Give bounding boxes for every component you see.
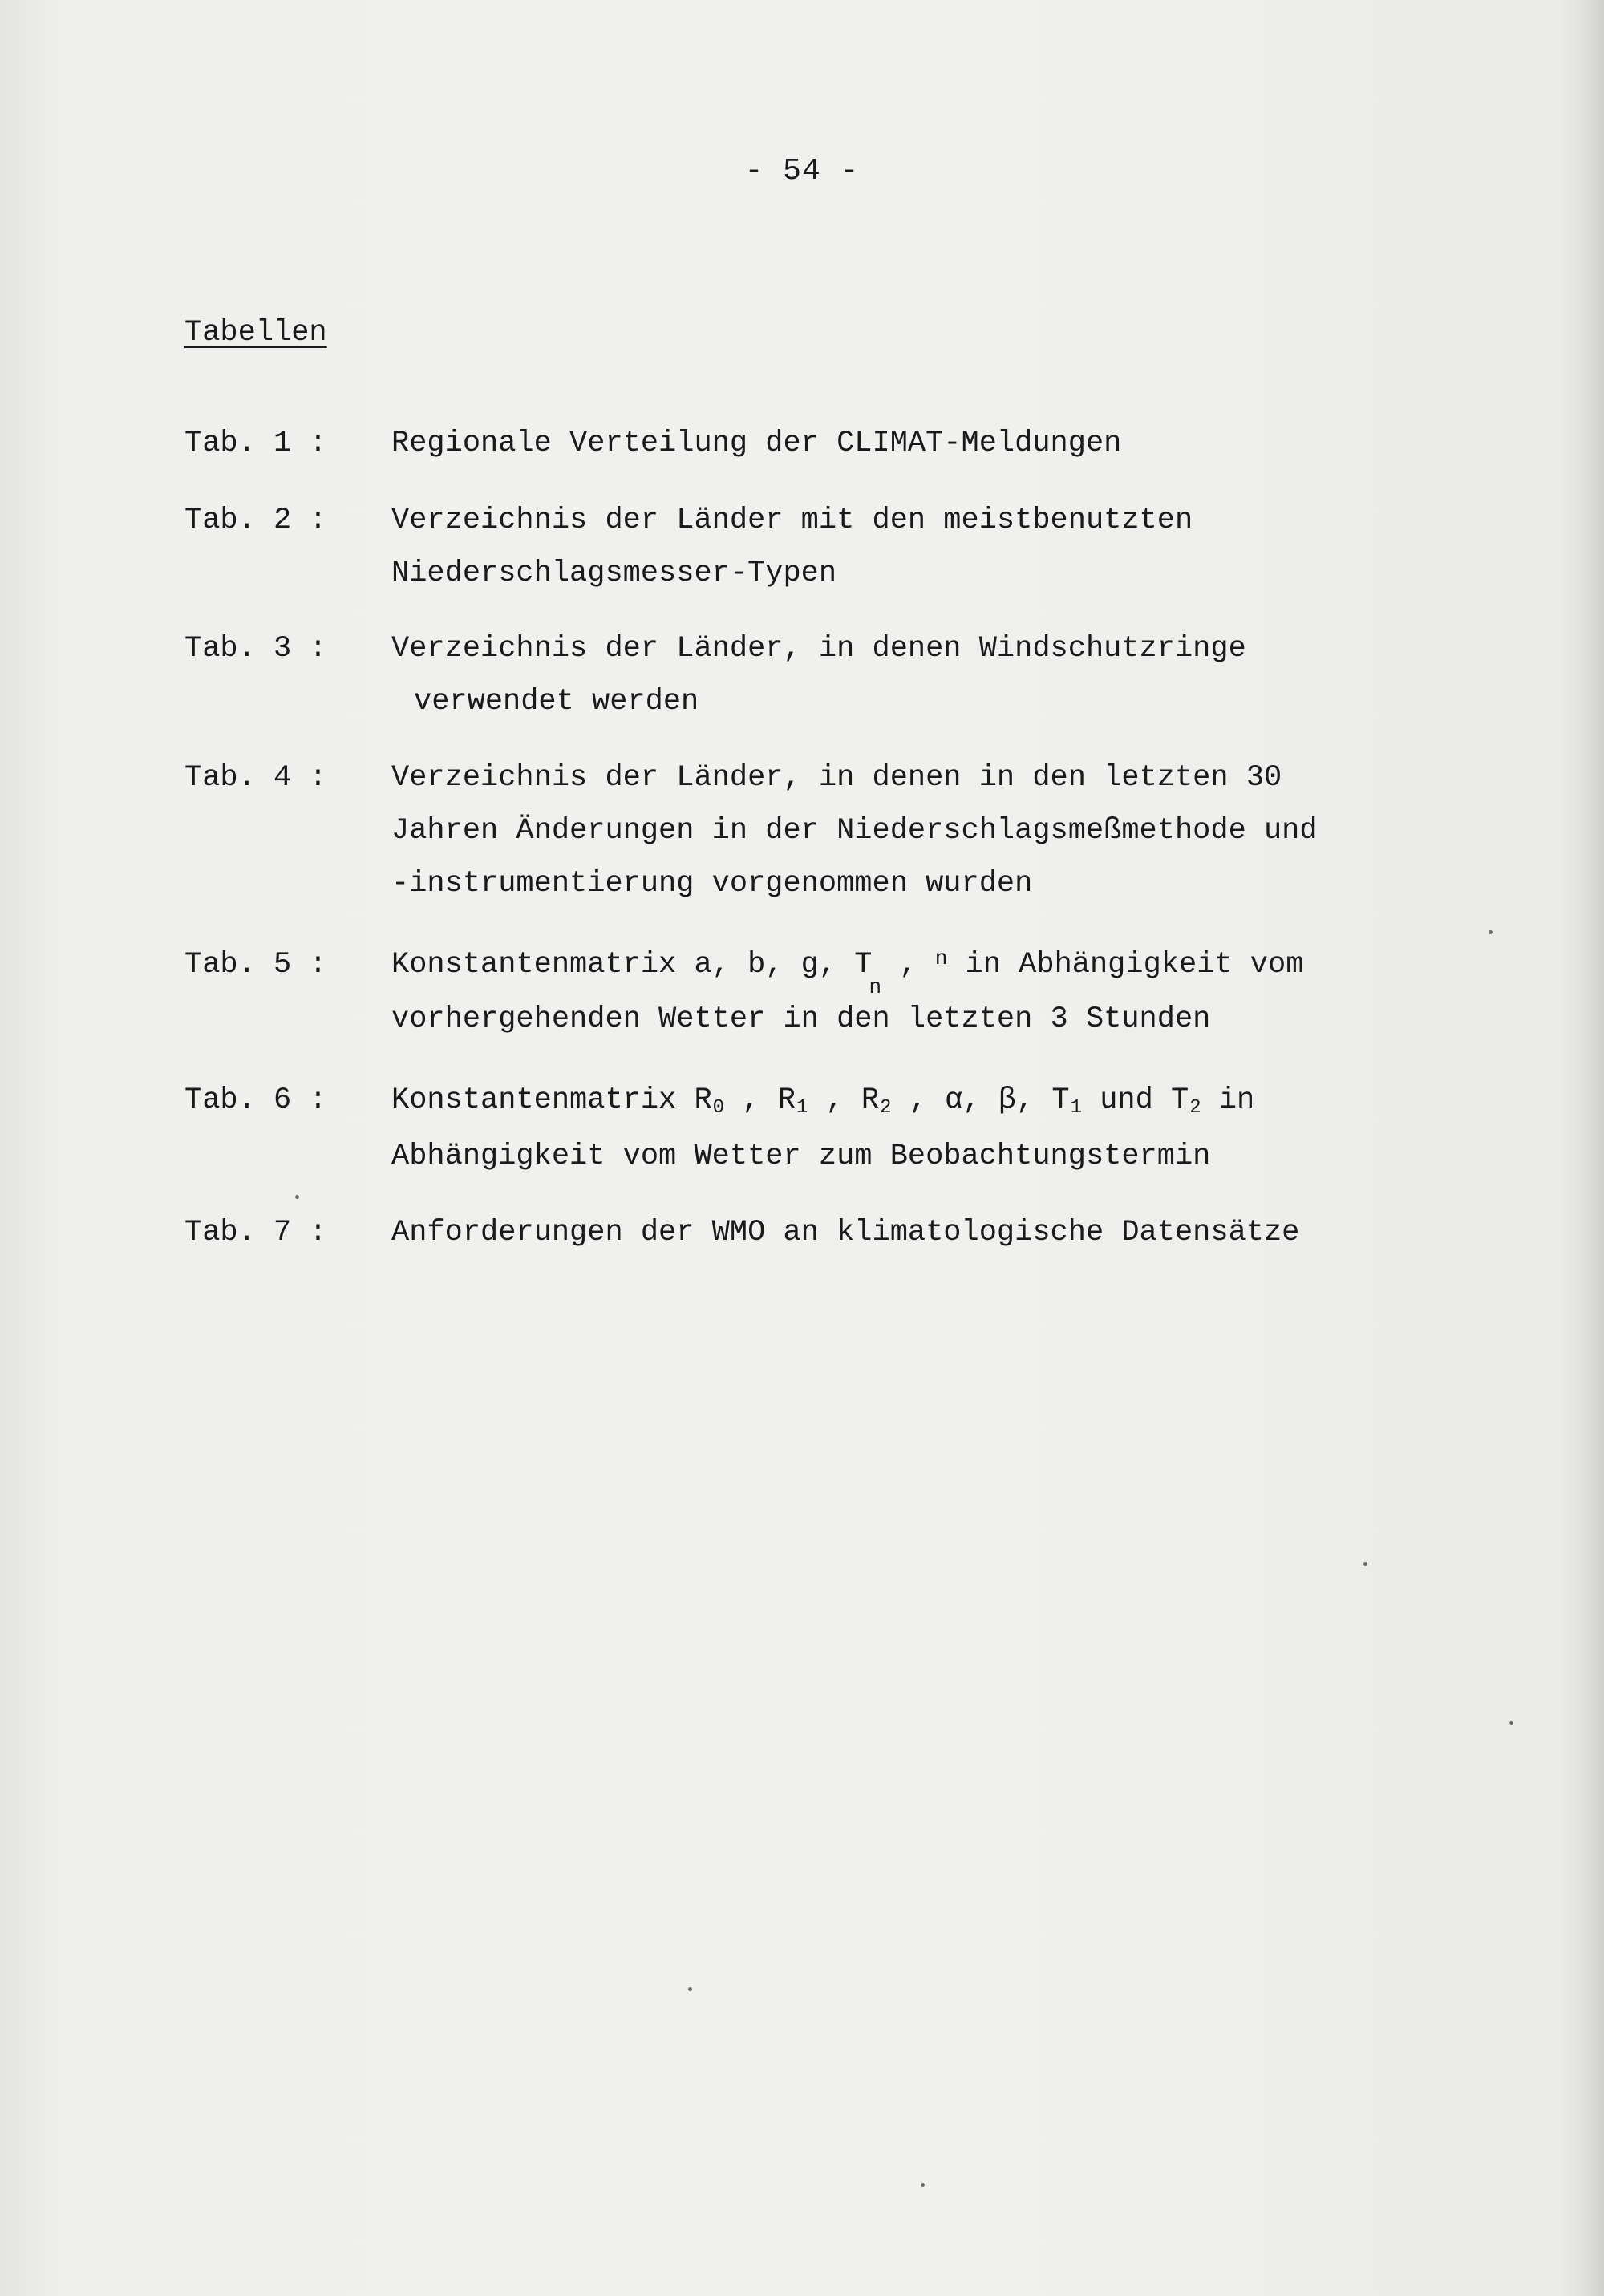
subscript: 0 (712, 1097, 725, 1119)
formula-text: , R (808, 1083, 880, 1117)
table-description (391, 494, 1506, 600)
formula-text: , (881, 948, 935, 982)
table-label: Tab. 7 : (184, 1216, 327, 1249)
subscript: 2 (880, 1097, 892, 1119)
formula-text: Konstantenmatrix a, b, g, T (391, 948, 873, 982)
table-description (391, 938, 1506, 1046)
table-description-line (391, 1074, 1506, 1130)
table-description-line: Verzeichnis der Länder mit den meistbenutzten (391, 504, 1193, 537)
table-description-line: Verzeichnis der Länder, in denen Windschutzringe (391, 632, 1246, 666)
table-description-line: Anforderungen der WMO an klimatologische Datensätze (391, 1216, 1300, 1249)
scan-speck (1363, 1562, 1367, 1566)
formula-text: und T (1082, 1083, 1189, 1117)
formula-text: , R (724, 1083, 796, 1117)
page-number: - 54 - (744, 154, 860, 188)
table-description-line: Niederschlagsmesser-Typen (391, 557, 837, 590)
page-edge-shadow (1582, 0, 1604, 2296)
table-label: Tab. 4 : (184, 761, 327, 795)
table-description (391, 417, 1506, 470)
formula-text: in (1201, 1083, 1255, 1117)
scan-speck (688, 1987, 692, 1991)
scan-speck (295, 1195, 299, 1199)
formula-text: in Abhängigkeit vom (947, 948, 1304, 982)
table-description (391, 622, 1506, 728)
table-description (391, 1206, 1506, 1259)
table-label: Tab. 3 : (184, 632, 327, 666)
formula-text: Konstantenmatrix R (391, 1083, 712, 1117)
table-label: Tab. 2 : (184, 504, 327, 537)
table-description-line: Abhängigkeit vom Wetter zum Beobachtungstermin (391, 1140, 1211, 1173)
table-description-line: verwendet werden (414, 685, 699, 719)
table-label: Tab. 5 : (184, 948, 327, 982)
table-description-line: vorhergehenden Wetter in den letzten 3 Stunden (391, 1002, 1211, 1036)
table-description-line: Jahren Änderungen in der Niederschlagsmeßmethode und (391, 814, 1318, 848)
table-description (391, 1074, 1506, 1183)
subscript: 2 (1189, 1097, 1201, 1119)
scan-speck (1489, 930, 1493, 934)
subscript: 1 (796, 1097, 808, 1119)
superscript-n: n (934, 946, 948, 970)
table-description (391, 751, 1506, 910)
table-label: Tab. 6 : (184, 1083, 327, 1117)
table-label: Tab. 1 : (184, 427, 327, 460)
table-description-line (391, 938, 1506, 999)
table-description-line: -instrumentierung vorgenommen wurden (391, 867, 1033, 901)
scan-speck (1509, 1721, 1513, 1725)
scan-speck (921, 2183, 925, 2187)
subscript: 1 (1070, 1097, 1082, 1119)
table-description-line: Regionale Verteilung der CLIMAT-Meldungen (391, 427, 1122, 460)
subscript-n: n (869, 975, 882, 999)
table-description-line: Verzeichnis der Länder, in denen in den letzten 30 (391, 761, 1282, 795)
formula-text: , α, β, T (891, 1083, 1070, 1117)
section-title: Tabellen (184, 316, 327, 350)
